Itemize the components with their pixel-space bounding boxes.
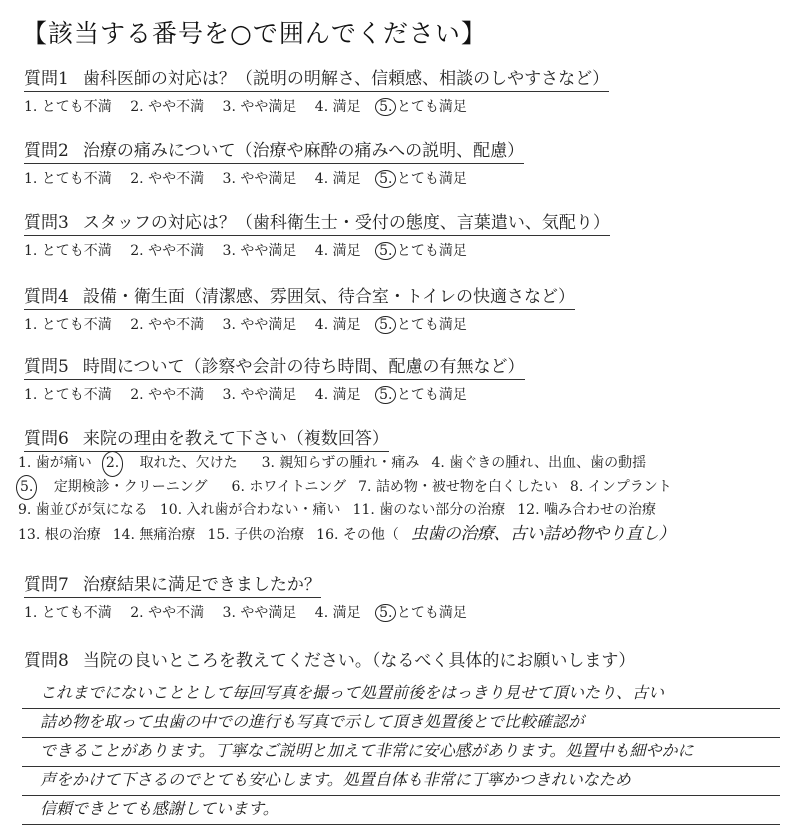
question-7 [24,570,481,622]
question-number: 質問4 [24,287,69,307]
option-3[interactable]: 3. やや満足 [222,99,297,115]
question-heading [24,646,635,671]
comment-line: 信頼できとても感謝しています。 [22,796,780,825]
reason-option-13[interactable]: 13. 根の治療 [18,526,101,543]
question-6 [18,424,699,547]
question-number: 質問6 [24,429,69,449]
question-heading [24,282,575,310]
question-8 [24,646,635,671]
reason-option-4[interactable]: 4. 歯ぐきの腫れ、出血、歯の動揺 [431,455,647,471]
question-number: 質問3 [24,213,69,233]
option-1[interactable]: 1. とても不満 [24,243,112,259]
option-1[interactable]: 1. とても不満 [24,171,112,187]
question-text: 治療結果に満足できましたか？ [82,575,321,595]
option-5-label: とても満足 [396,605,467,621]
reason-option-12[interactable]: 12. 噛み合わせの治療 [517,502,656,518]
option-4[interactable]: 4. 満足 [314,243,361,259]
selection-circle: 5. [16,475,37,501]
reason-row [18,499,699,523]
question-text: スタッフの対応は？（歯科衛生士・受付の態度、言葉遣い、気配り） [82,213,610,233]
option-5-selected[interactable] [379,384,467,404]
comment-line: 声をかけて下さるのでとても安心します。処置自体も非常に丁寧かつきれいなため [22,767,780,796]
option-3[interactable]: 3. やや満足 [222,317,297,333]
question-heading [24,570,321,598]
reason-option-2-selected[interactable] [104,452,250,476]
option-5-label: とても満足 [396,243,467,259]
option-2[interactable]: 2. やや不満 [130,243,205,259]
answer-options [24,314,575,334]
option-5-selected[interactable] [379,314,467,334]
answer-options [24,384,525,404]
option-1[interactable]: 1. とても不満 [24,605,112,621]
option-5-selected[interactable] [379,96,467,116]
option-2[interactable]: 2. やや不満 [130,605,205,621]
option-5-selected[interactable] [379,240,467,260]
comment-line: できることがあります。丁寧なご説明と加えて非常に安心感があります。処置中も細やかに [22,738,780,767]
comment-line: これまでにないこととして毎回写真を撮って処置前後をはっきり見せて頂いたり、古い [22,680,780,709]
answer-options [24,240,610,260]
reason-option-8[interactable]: 8. インプラント [569,478,672,495]
reason-row [18,523,699,548]
option-5-label: とても満足 [396,387,467,403]
question-5 [24,352,525,404]
reason-option-5-label: 定期検診・クリーニング [53,478,208,495]
question-heading [24,136,524,164]
option-5-selected[interactable] [379,602,467,622]
reason-option-16-label: 16. その他（ [316,526,399,543]
selection-circle: 2. [102,451,123,477]
question-heading [24,352,525,380]
answer-options [24,602,481,622]
option-3[interactable]: 3. やや満足 [222,605,297,621]
question-number: 質問7 [24,575,69,595]
reason-row [18,476,699,500]
reason-row [18,452,699,476]
answer-options [24,96,609,116]
question-heading [24,208,610,236]
reason-option-1[interactable]: 1. 歯が痛い [18,455,92,471]
reason-option-3[interactable]: 3. 親知らずの腫れ・痛み [261,455,420,471]
other-handwritten-answer[interactable]: 虫歯の治療、古い詰め物やり直し） [410,523,675,544]
selection-circle: 5. [375,604,396,622]
reason-option-7[interactable]: 7. 詰め物・被せ物を白くしたい [358,478,558,495]
question-1 [24,64,609,116]
reason-options [18,452,699,547]
question-number: 質問8 [24,651,69,671]
option-2[interactable]: 2. やや不満 [130,99,205,115]
reason-option-10[interactable]: 10. 入れ歯が合わない・痛い [159,502,341,518]
question-4 [24,282,575,334]
question-text: 設備・衛生面（清潔感、雰囲気、待合室・トイレの快適さなど） [82,287,575,307]
reason-option-11[interactable]: 11. 歯のない部分の治療 [352,502,506,518]
option-5-selected[interactable] [379,168,467,188]
question-heading [24,424,389,452]
option-5-label: とても満足 [396,171,467,187]
reason-option-9[interactable]: 9. 歯並びが気になる [18,502,148,518]
option-1[interactable]: 1. とても不満 [24,317,112,333]
selection-circle: 5. [375,386,396,404]
page-title: 【該当する番号を○で囲んでください】 [22,19,487,48]
option-4[interactable]: 4. 満足 [314,171,361,187]
reason-option-15[interactable]: 15. 子供の治療 [207,526,305,543]
comment-line: 詰め物を取って虫歯の中での進行も写真で示して頂き処置後とで比較確認が [22,709,780,738]
question-2 [24,136,524,188]
question-number: 質問5 [24,357,69,377]
option-4[interactable]: 4. 満足 [314,317,361,333]
question-number: 質問1 [24,69,69,89]
option-4[interactable]: 4. 満足 [314,99,361,115]
question-text: 当院の良いところを教えてください。（なるべく具体的にお願いします） [82,651,636,671]
comment-area[interactable] [22,680,780,825]
reason-option-5-selected[interactable] [18,476,220,500]
option-4[interactable]: 4. 満足 [314,605,361,621]
option-1[interactable]: 1. とても不満 [24,387,112,403]
selection-circle: 5. [375,242,396,260]
question-text: 治療の痛みについて（治療や麻酔の痛みへの説明、配慮） [82,141,525,161]
reason-option-14[interactable]: 14. 無痛治療 [112,526,196,543]
selection-circle: 5. [375,170,396,188]
option-5-label: とても満足 [396,317,467,333]
option-2[interactable]: 2. やや不満 [130,171,205,187]
option-2[interactable]: 2. やや不満 [130,387,205,403]
reason-option-16[interactable] [316,523,687,548]
question-text: 歯科医師の対応は？（説明の明解さ、信頼感、相談のしやすさなど） [82,69,610,89]
reason-option-2-label: 取れた、欠けた [139,455,238,471]
question-3 [24,208,610,260]
question-text: 時間について（診察や会計の待ち時間、配慮の有無など） [82,357,525,377]
answer-options [24,168,524,188]
option-4[interactable]: 4. 満足 [314,387,361,403]
option-1[interactable]: 1. とても不満 [24,99,112,115]
question-heading [24,64,609,92]
option-3[interactable]: 3. やや満足 [222,387,297,403]
selection-circle: 5. [375,316,396,334]
option-3[interactable]: 3. やや満足 [222,243,297,259]
option-2[interactable]: 2. やや不満 [130,317,205,333]
option-3[interactable]: 3. やや満足 [222,171,297,187]
option-5-label: とても満足 [396,99,467,115]
question-number: 質問2 [24,141,69,161]
selection-circle: 5. [375,98,396,116]
reason-option-6[interactable]: 6. ホワイトニング [231,478,347,495]
question-text: 来院の理由を教えて下さい（複数回答） [82,429,389,449]
